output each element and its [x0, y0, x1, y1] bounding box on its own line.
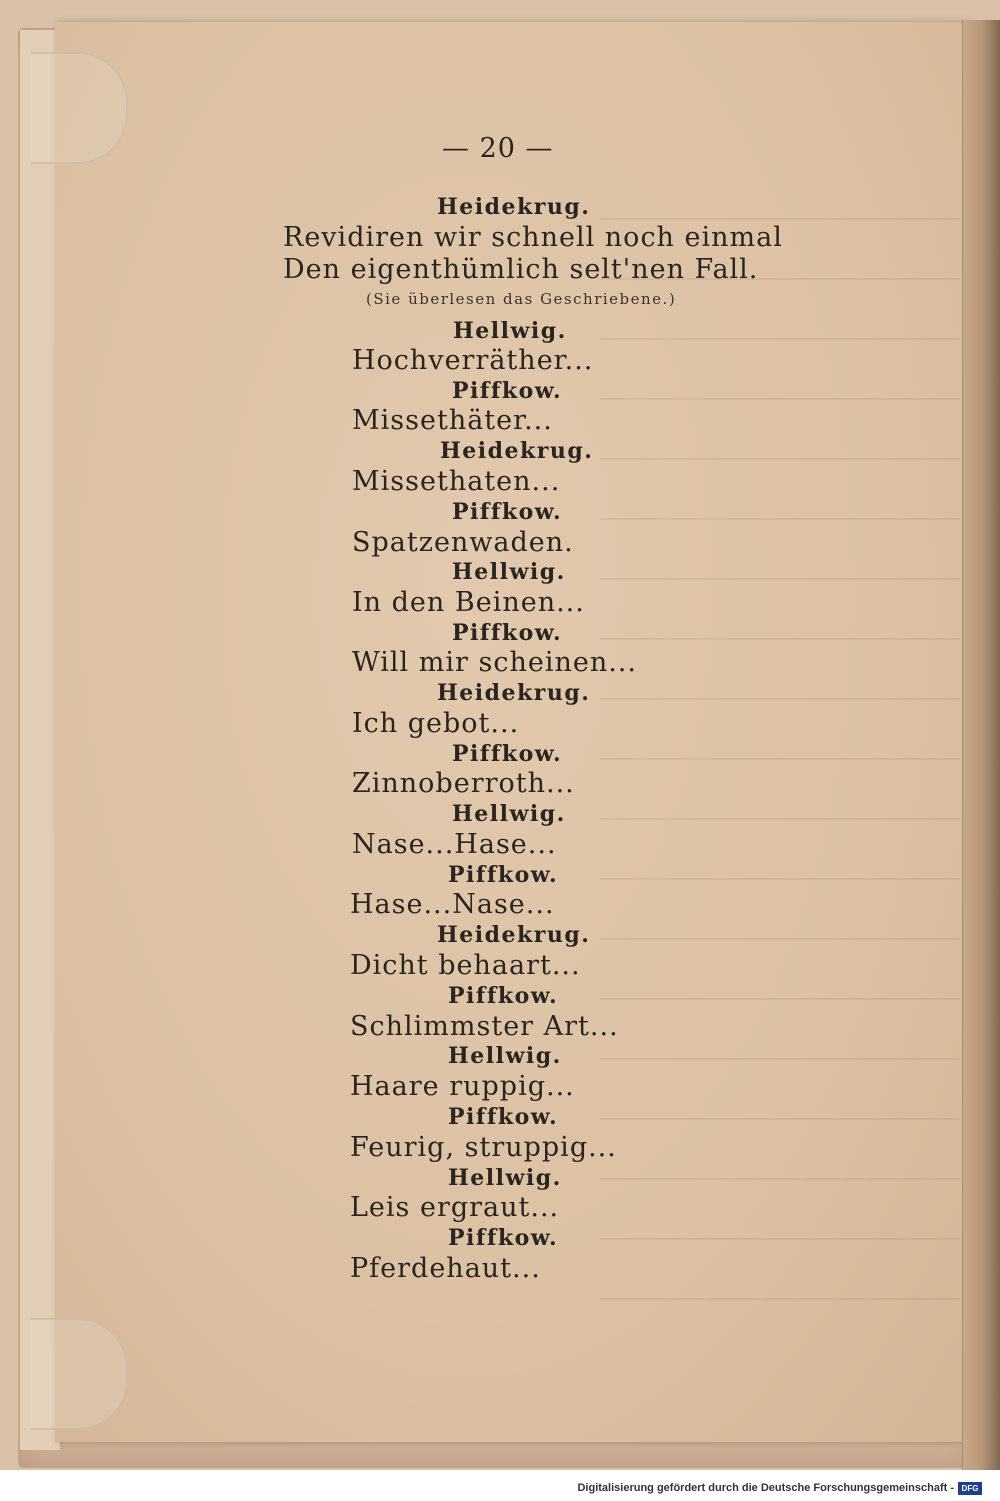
stage-direction: (Sie überlesen das Geschriebene.) — [366, 290, 677, 308]
verse-line: Haare ruppig... — [350, 1071, 575, 1102]
verse-line: Dicht behaart... — [350, 950, 581, 981]
verse-line: Hase...Nase... — [350, 889, 555, 920]
speaker-name: Heidekrug. — [437, 194, 591, 220]
verse-line: Feurig, struppig... — [350, 1132, 617, 1163]
speaker-name: Heidekrug. — [437, 922, 591, 948]
speaker-name: Heidekrug. — [437, 680, 591, 706]
verse-line: Missethaten... — [352, 466, 561, 497]
verse-line: Hochverräther... — [352, 345, 594, 376]
verse-line: Nase...Hase... — [352, 829, 557, 860]
verse-line: Spatzenwaden. — [352, 527, 574, 558]
speaker-name: Hellwig. — [448, 1043, 562, 1069]
speaker-name: Hellwig. — [452, 801, 566, 827]
speaker-name: Piffkow. — [452, 378, 563, 404]
speaker-name: Hellwig. — [452, 559, 566, 585]
speaker-name: Piffkow. — [448, 1225, 559, 1251]
speaker-name: Hellwig. — [453, 318, 567, 344]
digitization-footer — [577, 1480, 982, 1496]
speaker-name: Hellwig. — [448, 1165, 562, 1191]
speaker-name: Piffkow. — [452, 741, 563, 767]
speaker-name: Piffkow. — [448, 983, 559, 1009]
speaker-name: Piffkow. — [448, 862, 559, 888]
verse-line: Ich gebot... — [352, 708, 520, 739]
verse-line: Missethäter... — [352, 405, 553, 436]
page-clip-bottom — [30, 1318, 128, 1430]
speaker-name: Heidekrug. — [440, 438, 594, 464]
show-through-text — [600, 180, 960, 1300]
verse-line: Will mir scheinen... — [352, 647, 637, 678]
verse-line: Pferdehaut... — [350, 1253, 541, 1284]
verse-line: Revidiren wir schnell noch einmal — [283, 222, 783, 253]
verse-line: In den Beinen... — [352, 587, 585, 618]
page-clip-top — [30, 52, 128, 164]
verse-line: Schlimmster Art... — [350, 1011, 619, 1042]
verse-line: Leis ergraut... — [350, 1192, 560, 1223]
speaker-name: Piffkow. — [448, 1104, 559, 1130]
speaker-name: Piffkow. — [452, 620, 563, 646]
dfg-logo[interactable]: DFG — [958, 1482, 982, 1495]
speaker-name: Piffkow. — [452, 499, 563, 525]
verse-line: Zinnoberroth... — [352, 768, 575, 799]
footer-credit-text: Digitalisierung gefördert durch die Deutsche Forschungsgemeinschaft - — [577, 1482, 954, 1494]
page-edge — [962, 20, 1000, 1470]
page-number: — 20 — — [442, 133, 554, 164]
verse-line: Den eigenthümlich selt'nen Fall. — [283, 254, 759, 285]
